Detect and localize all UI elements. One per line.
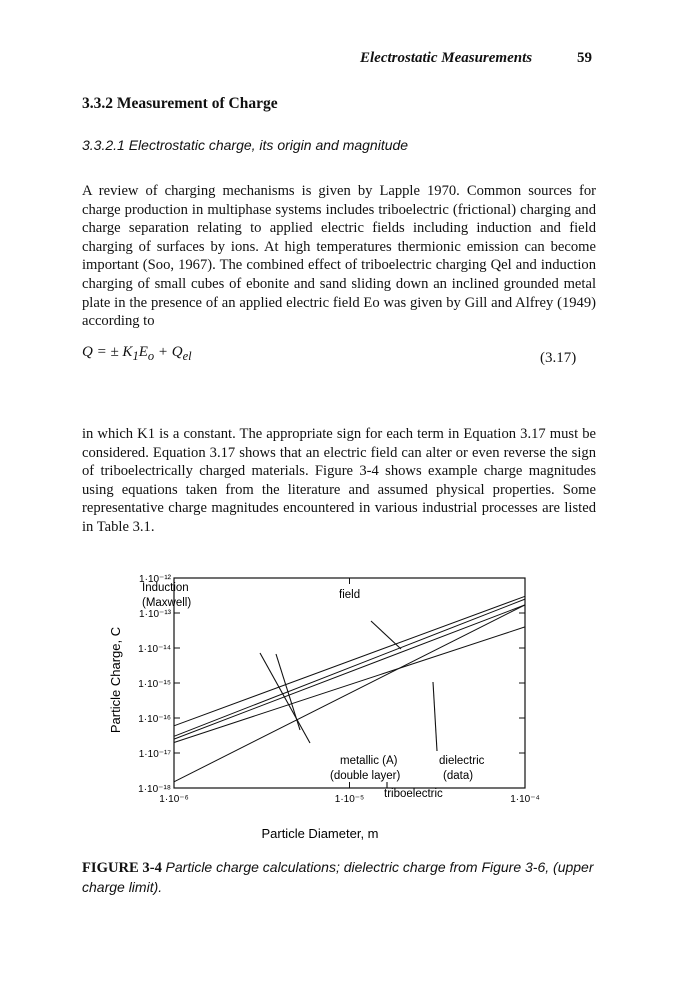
x-axis-label: Particle Diameter, m [261, 826, 379, 841]
y-tick-label: 1·10⁻¹² [139, 574, 171, 585]
equation-plus-q: + Q [154, 344, 183, 360]
page-number: 59 [577, 50, 592, 66]
equation-e: E [138, 344, 148, 360]
annotation-leader-line [260, 653, 310, 743]
running-header-title: Electrostatic Measurements [360, 50, 533, 66]
paragraph-2: in which K1 is a constant. The appropriate sign for each term in Equation 3.17 must be considered. Equation 3.17 shows that an electric field can alter or even reverse the sign of triboelectrically charged materials. Figure 3-4 shows example charge magnitudes using equations taken from the literature and assumed physical properties. Some representative charge magnitudes encountered in various industrial processes are listed in Table 3.1. [82, 426, 596, 535]
equation-3-17 [82, 344, 192, 364]
figure-3-4-chart [100, 555, 560, 845]
series-line [174, 627, 525, 743]
series-line [174, 605, 525, 739]
figure-caption-label: FIGURE 3-4 [82, 860, 162, 876]
figure-caption-text: Particle charge calculations; dielectric charge from Figure 3-6, (upper charge limit). [82, 859, 594, 895]
annotation-metallic: metallic (A) [340, 755, 398, 767]
annotation-field: field [339, 589, 361, 601]
series-line [174, 599, 525, 736]
annotation-dielectric: dielectric [439, 755, 485, 767]
annotation-induction: Induction [142, 582, 189, 594]
annotation-leader-line [371, 621, 401, 649]
annotation-leader-line [433, 682, 437, 751]
x-tick-label: 1·10⁻⁴ [510, 794, 540, 805]
x-tick-label: 1·10⁻⁵ [334, 794, 365, 805]
y-axis-label: Particle Charge, C [108, 626, 123, 734]
figure-caption [82, 858, 602, 897]
annotation-triboelectric: triboelectric [384, 788, 443, 800]
subsection-heading: 3.3.2.1 Electrostatic charge, its origin and magnitude [82, 137, 409, 153]
equation-lhs: Q = ± K [82, 344, 133, 360]
x-tick-label: 1·10⁻⁶ [159, 794, 189, 805]
y-tick-label: 1·10⁻¹⁸ [138, 784, 171, 795]
annotation-double-layer: (double layer) [330, 770, 401, 782]
paragraph-1: A review of charging mechanisms is given by Lapple 1970. Common sources for charge production in multiphase systems includes triboelectric (frictional) charging and charge separation relating to applied electric fields including induction and field charging of surfaces by ions. At high temperatures thermionic emission can become important (Soo, 1967). The combined effect of triboelectric charging Qel and induction charging of small cubes of ebonite and sand sliding down an inclined grounded metal plate in the presence of an applied electric field Eo was given by Gill and Alfrey (1949) according to [82, 183, 596, 330]
y-tick-label: 1·10⁻¹³ [139, 609, 171, 620]
equation-number: (3.17) [540, 350, 577, 366]
y-tick-label: 1·10⁻¹⁴ [138, 644, 171, 655]
y-tick-label: 1·10⁻¹⁵ [138, 679, 171, 690]
equation-q-subscript: el [182, 349, 192, 363]
series-line [174, 596, 525, 726]
annotation-data: (data) [443, 770, 474, 782]
y-tick-label: 1·10⁻¹⁷ [138, 749, 171, 760]
equation-e-subscript: o [147, 349, 155, 363]
section-heading: 3.3.2 Measurement of Charge [82, 95, 278, 112]
equation-k-subscript: 1 [132, 349, 139, 363]
y-tick-label: 1·10⁻¹⁶ [138, 714, 171, 725]
annotation-maxwell: (Maxwell) [142, 597, 192, 609]
